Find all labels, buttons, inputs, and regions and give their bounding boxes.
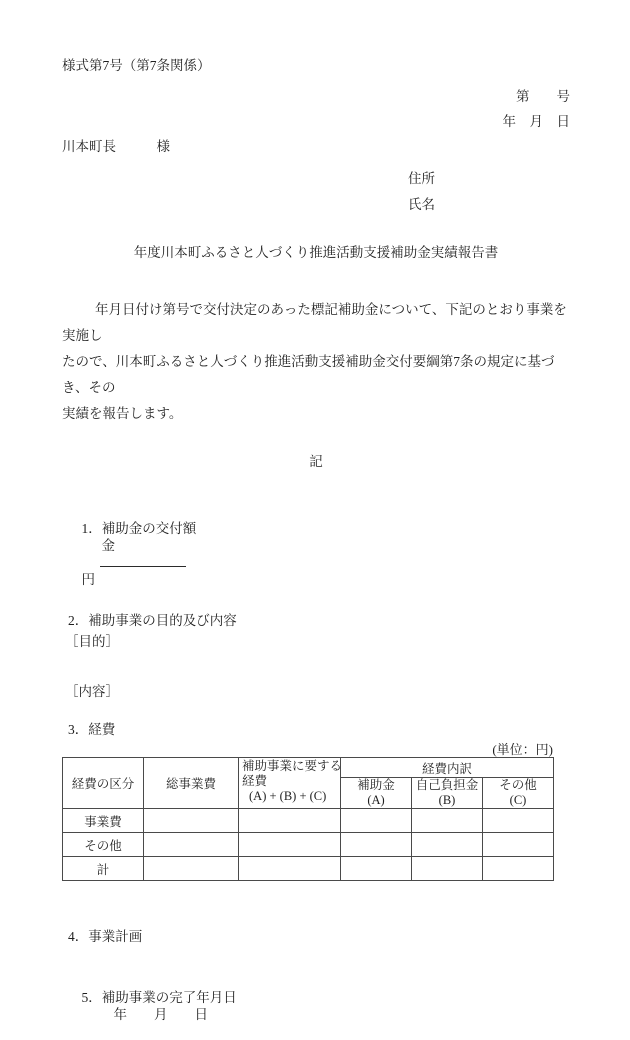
header-required-expense (239, 758, 341, 809)
header-total-cost: 総事業費 (144, 758, 239, 809)
item1-label: 1．補助金の交付額 (81, 521, 197, 536)
item1-money-prefix: 金 (101, 538, 115, 553)
empty-cell (239, 809, 341, 833)
row-label-total: 計 (63, 857, 144, 881)
empty-cell (341, 857, 412, 881)
name-label: 氏名 (408, 197, 435, 212)
expense-table (62, 757, 554, 881)
required-expense-line2: 経費 (242, 774, 268, 788)
item5-label: 5．補助事業の完了年月日 (81, 990, 237, 1005)
header-other (483, 778, 554, 809)
table-row-project-cost (63, 809, 554, 833)
self-funding-name: 自己負担金 (415, 778, 479, 792)
subsidy-code: (A) (367, 793, 385, 807)
item4-business-plan: 4．事業計画 (68, 929, 143, 944)
self-funding-code: (B) (438, 793, 456, 807)
empty-cell (341, 833, 412, 857)
empty-cell (412, 857, 483, 881)
subsidy-name: 補助金 (357, 778, 395, 792)
header-self-funding (412, 778, 483, 809)
empty-cell (144, 833, 239, 857)
item5-completion-date (68, 972, 570, 1040)
empty-cell (483, 833, 554, 857)
address-label: 住所 (408, 171, 435, 186)
empty-cell (144, 809, 239, 833)
amount-blank-line (100, 554, 186, 567)
header-subsidy (341, 778, 412, 809)
form-number: 様式第7号（第7条関係） (62, 58, 211, 73)
body-line-3: 実績を報告します。 (62, 406, 183, 421)
header-expense-category: 経費の区分 (63, 758, 144, 809)
unit-note: (単位：円) (492, 742, 553, 757)
empty-cell (412, 809, 483, 833)
empty-cell (144, 857, 239, 881)
table-row-other (63, 833, 554, 857)
document-number-line: 第 号 (516, 89, 570, 104)
row-label-other: その他 (63, 833, 144, 857)
item3-expenses-heading: 3．経費 (68, 722, 116, 737)
empty-cell (483, 809, 554, 833)
item2-purpose-content: 2．補助事業の目的及び内容 (68, 613, 237, 628)
item1-unit: 円 (81, 572, 95, 587)
item5-date-blanks: 年 月 日 (113, 1007, 208, 1022)
expense-table-wrap (62, 742, 553, 881)
empty-cell (239, 857, 341, 881)
required-expense-formula: (A) + (B) + (C) (249, 789, 327, 803)
required-expense-line1: 補助事業に要する (242, 759, 343, 773)
empty-cell (412, 833, 483, 857)
content-label: ［内容］ (65, 684, 119, 699)
document-date-line: 年 月 日 (502, 114, 570, 129)
other-name: その他 (499, 778, 537, 792)
addressee-line: 川本町長 様 (62, 139, 170, 154)
row-label-project-cost: 事業費 (63, 809, 144, 833)
empty-cell (483, 857, 554, 881)
body-line-2: たので、川本町ふるさと人づくり推進活動支援補助金交付要綱第7条の規定に基づき、その (62, 354, 555, 395)
table-row-total (63, 857, 554, 881)
body-paragraph (62, 297, 570, 427)
header-breakdown-group: 経費内訳 (341, 758, 554, 778)
document-title: 年度川本町ふるさと人づくり推進活動支援補助金実績報告書 (133, 245, 499, 260)
other-code: (C) (509, 793, 527, 807)
record-marker: 記 (309, 454, 323, 469)
empty-cell (341, 809, 412, 833)
sender-block (408, 166, 570, 218)
item1-grant-amount (68, 503, 570, 605)
empty-cell (239, 833, 341, 857)
body-line-1: 年月日付け第号で交付決定のあった標記補助金について、下記のとおり事業を実施し (62, 302, 567, 343)
purpose-label: ［目的］ (65, 634, 119, 649)
